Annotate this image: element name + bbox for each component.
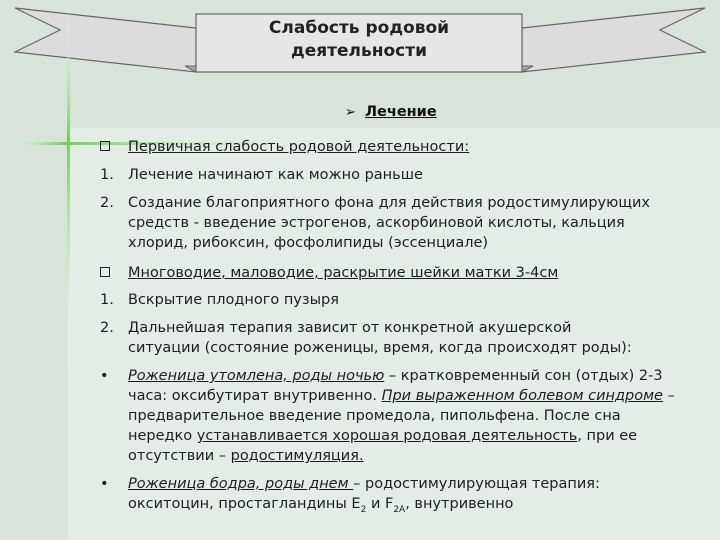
slide-title [196, 17, 522, 63]
bullet-icon: • [100, 476, 109, 492]
list-item: 1. Лечение начинают как можно раньше [100, 167, 423, 183]
checkbox-bullet-icon [100, 137, 122, 157]
list-item: 2. Создание благоприятного фона для действия родостимулирующих средств - введение эстрогенов, аскорбиновой кислоты, кальция хлорид, рибоксин, фосфолипиды (эссенциале) [100, 195, 650, 251]
section-heading: ➢ Лечение [345, 104, 437, 120]
list-item-polyhydramnios: Многоводие, маловодие, раскрытие шейки матки 3-4см [100, 263, 680, 283]
list-item-primary-weakness: Первичная слабость родовой деятельности: [100, 137, 680, 157]
bullet-icon: • [100, 368, 109, 384]
title-line-2: деятельности [290, 41, 428, 61]
list-item-tired-patient: • Роженица утомлена, роды ночью – кратковременный сон (отдых) 2-3 часа: оксибутират внутривенно. При выраженном болевом синдроме – предварительное введение промедола, пипольфена. После сна нередко устанавливается хорошая родовая деятельность, при ее отсутствии – родостимуляция. [100, 368, 675, 464]
arrow-bullet-icon: ➢ [345, 105, 356, 120]
list-item-vigorous-patient: • Роженица бодра, роды днем – родостимулирующая терапия: окситоцин, простагландины $Е_2$ и $F_{2А}$, внутривенно [100, 476, 600, 515]
title-line-1: Слабость родовой [268, 18, 450, 38]
list-item: 2. Дальнейшая терапия зависит от конкретной акушерской ситуации (состояние роженицы, время, когда происходят роды): [100, 320, 632, 356]
star-vertical-line [67, 0, 70, 540]
checkbox-bullet-icon [100, 263, 122, 283]
list-item: 1. Вскрытие плодного пузыря [100, 292, 339, 308]
